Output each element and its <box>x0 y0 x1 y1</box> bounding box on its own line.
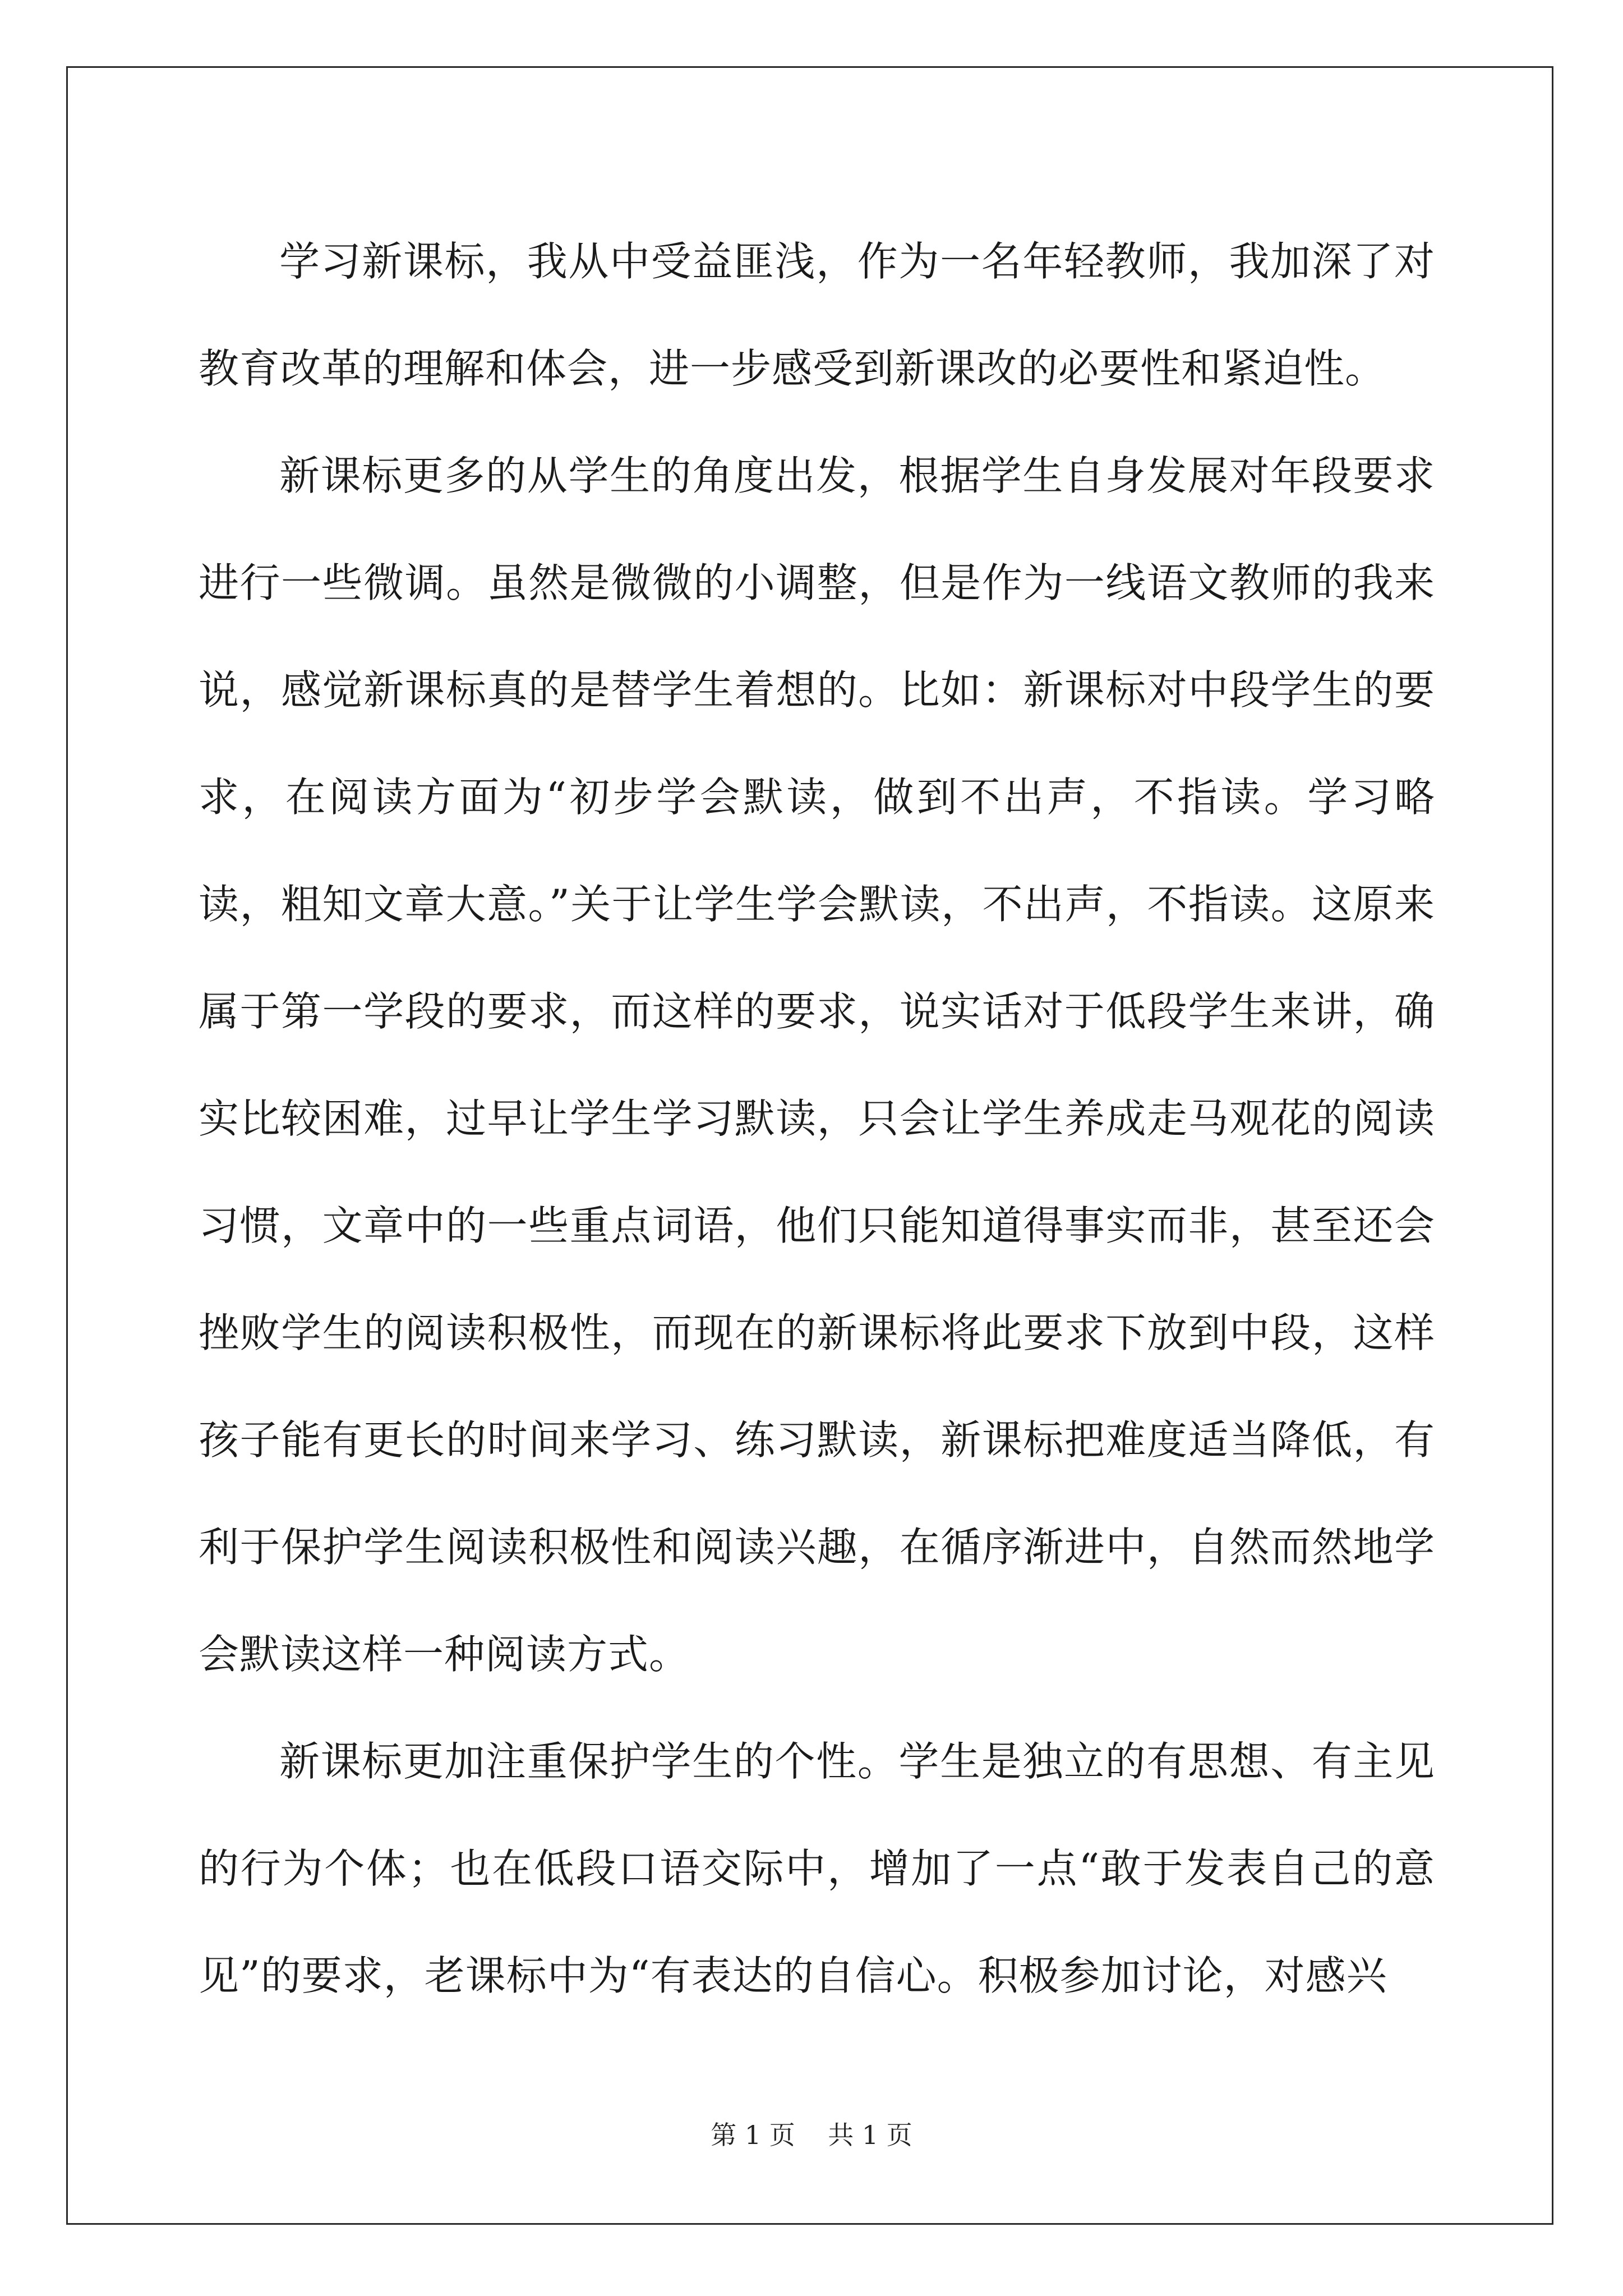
page-number-footer: 第 1 页 共 1 页 <box>711 2120 912 2150</box>
document-body <box>199 208 1435 2030</box>
paragraph-1: 学习新课标，我从中受益匪浅，作为一名年轻教师，我加深了对教育改革的理解和体会，进一步感受到新课改的必要性和紧迫性。 <box>199 238 1435 392</box>
paragraph-3: 新课标更加注重保护学生的个性。学生是独立的有思想、有主见的行为个体；也在低段口语交际中，增加了一点“敢于发表自己的意见”的要求，老课标中为“有表达的自信心。积极参加讨论，对感兴 <box>199 1738 1435 1999</box>
paragraph-2: 新课标更多的从学生的角度出发，根据学生自身发展对年段要求进行一些微调。虽然是微微的小调整，但是作为一线语文教师的我来说，感觉新课标真的是替学生着想的。比如：新课标对中段学生的要求，在阅读方面为“初步学会默读，做到不出声，不指读。学习略读，粗知文章大意。”关于让学生学会默读，不出声，不指读。这原来属于第一学段的要求，而这样的要求，说实话对于低段学生来讲，确实比较困难，过早让学生学习默读，只会让学生养成走马观花的阅读习惯，文章中的一些重点词语，他们只能知道得事实而非，甚至还会挫败学生的阅读积极性，而现在的新课标将此要求下放到中段，这样孩子能有更长的时间来学习、练习默读，新课标把难度适当降低，有利于保护学生阅读积极性和阅读兴趣，在循序渐进中，自然而然地学会默读这样一种阅读方式。 <box>199 452 1435 1678</box>
